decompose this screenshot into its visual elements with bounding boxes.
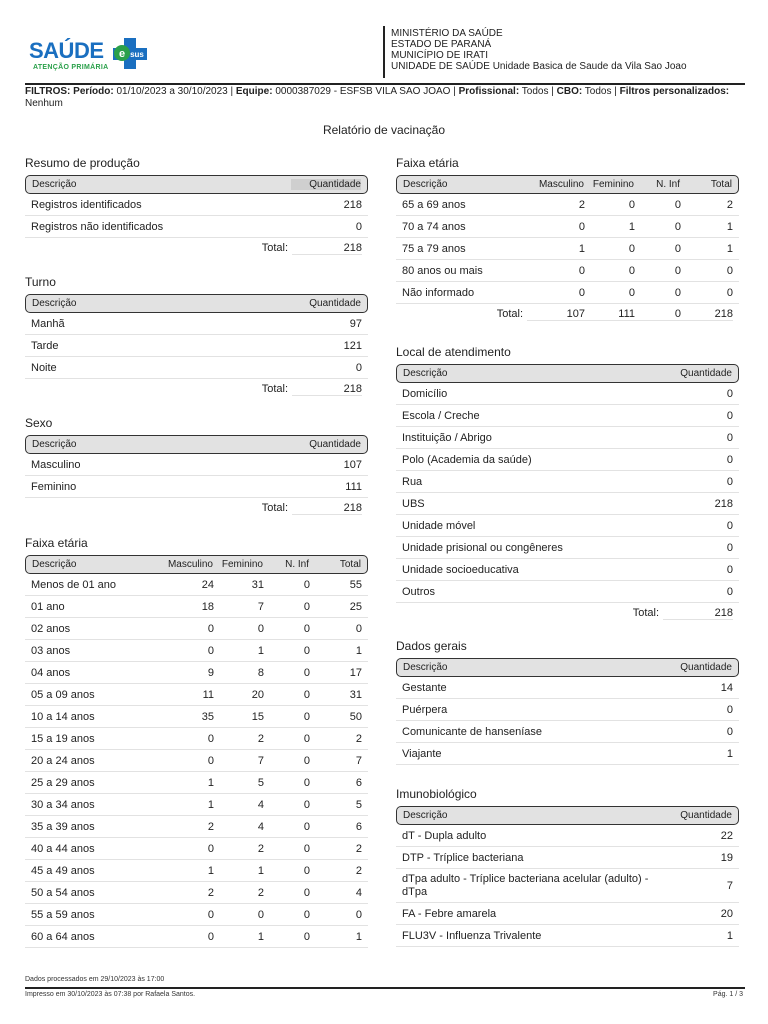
cell-desc: Feminino	[31, 480, 77, 493]
cell-f: 2	[257, 732, 264, 745]
cell-desc: 45 a 49 anos	[31, 864, 95, 877]
cell-desc: 25 a 29 anos	[31, 776, 95, 789]
cell-t: 25	[349, 600, 362, 613]
cell-t: 2	[355, 732, 362, 745]
table-header: Descrição Quantidade	[25, 294, 368, 313]
cell-desc: 35 a 39 anos	[31, 820, 95, 833]
table-row	[396, 559, 739, 581]
cell-desc: Masculino	[31, 458, 81, 471]
table-row	[396, 743, 739, 765]
cell-qty: 0	[355, 220, 362, 233]
table-row	[396, 194, 739, 216]
cell-desc: Menos de 01 ano	[31, 578, 117, 591]
table-header: Descrição Quantidade	[396, 658, 739, 677]
table-row	[25, 596, 368, 618]
cell-f: 1	[257, 644, 264, 657]
cell-t: 6	[355, 776, 362, 789]
cell-t: 0	[355, 908, 362, 921]
cell-desc: 50 a 54 anos	[31, 886, 95, 899]
cell-n: 0	[674, 198, 681, 211]
cell-qty: 1	[726, 747, 733, 760]
cell-desc: Unidade móvel	[402, 519, 476, 532]
cell-desc: Gestante	[402, 681, 447, 694]
table-header: Descrição Masculino Feminino N. Inf Total	[25, 555, 368, 574]
processed-note: Dados processados em 29/10/2023 às 17:00	[25, 976, 165, 983]
filters-line: FILTROS: Período: 01/10/2023 a 30/10/2023 | Equipe: 0000387029 - ESFSB VILA SAO JOAO | Profissional: Todos | CBO: Todos | Filtros personalizados: Nenhum	[25, 83, 745, 110]
table-body	[25, 194, 368, 238]
cell-t: 6	[355, 820, 362, 833]
cell-m: 9	[207, 666, 214, 679]
cell-t: 50	[349, 710, 362, 723]
cell-desc: Unidade prisional ou congêneres	[402, 541, 563, 554]
table-row	[25, 574, 368, 596]
cell-desc: 80 anos ou mais	[402, 264, 483, 277]
cell-m: 0	[578, 264, 585, 277]
cell-desc: Outros	[402, 585, 436, 598]
cell-qty: 0	[726, 431, 733, 444]
cell-f: 5	[257, 776, 264, 789]
municipality-line: MUNICÍPIO DE IRATI	[391, 50, 489, 61]
cell-n: 0	[303, 622, 310, 635]
section-faixa-etaria-cont	[396, 156, 739, 324]
table-row	[25, 618, 368, 640]
table-row	[396, 721, 739, 743]
report-header	[25, 26, 745, 78]
cell-desc: 15 a 19 anos	[31, 732, 95, 745]
esus-logo	[29, 30, 159, 74]
table-row	[396, 471, 739, 493]
table-row	[396, 493, 739, 515]
cell-m: 1	[578, 242, 585, 255]
table-row	[396, 537, 739, 559]
cell-t: 55	[349, 578, 362, 591]
cell-t: 0	[726, 286, 733, 299]
cell-desc: FA - Febre amarela	[402, 907, 497, 920]
table-header: Descrição Quantidade	[396, 806, 739, 825]
table-row	[25, 794, 368, 816]
table-body	[396, 825, 739, 947]
cell-n: 0	[303, 820, 310, 833]
table-row	[25, 216, 368, 238]
cell-m: 24	[201, 578, 214, 591]
table-row	[396, 282, 739, 304]
table-body	[396, 383, 739, 603]
cell-f: 4	[257, 820, 264, 833]
cell-desc: Tarde	[31, 339, 59, 352]
cell-qty: 107	[343, 458, 362, 471]
unit-line: UNIDADE DE SAÚDE Unidade Basica de Saude da Vila Sao Joao	[391, 61, 687, 72]
section-title: Imunobiológico	[396, 787, 477, 801]
cell-qty: 0	[726, 453, 733, 466]
table-row	[25, 706, 368, 728]
cell-m: 1	[207, 776, 214, 789]
cell-qty: 1	[726, 929, 733, 942]
cell-f: 2	[257, 886, 264, 899]
cell-m: 0	[578, 286, 585, 299]
cell-n: 0	[303, 930, 310, 943]
cell-m: 0	[207, 732, 214, 745]
cell-m: 0	[207, 930, 214, 943]
table-row	[25, 750, 368, 772]
cell-qty: 14	[720, 681, 733, 694]
cell-qty: 0	[726, 541, 733, 554]
cell-desc: dT - Dupla adulto	[402, 829, 487, 842]
cell-n: 0	[303, 754, 310, 767]
table-body	[396, 677, 739, 765]
table-row	[396, 825, 739, 847]
cell-qty: 218	[343, 198, 362, 211]
cell-n: 0	[303, 600, 310, 613]
cell-n: 0	[303, 864, 310, 877]
cell-t: 1	[355, 644, 362, 657]
cell-n: 0	[303, 688, 310, 701]
total-row: Total: 218	[261, 501, 362, 514]
cell-m: 0	[578, 220, 585, 233]
cell-n: 0	[303, 908, 310, 921]
table-row	[25, 728, 368, 750]
cell-m: 35	[201, 710, 214, 723]
section-faixa-etaria	[25, 536, 368, 948]
cell-m: 0	[207, 622, 214, 635]
section-sexo	[25, 416, 368, 518]
cell-t: 1	[726, 242, 733, 255]
cell-n: 0	[674, 264, 681, 277]
table-row	[396, 903, 739, 925]
cell-t: 2	[726, 198, 733, 211]
cell-desc: Não informado	[402, 286, 475, 299]
table-header: Descrição Masculino Feminino N. Inf Total	[396, 175, 739, 194]
svg-text:sus: sus	[130, 50, 144, 59]
cell-qty: 0	[726, 387, 733, 400]
table-row	[396, 925, 739, 947]
cell-n: 0	[303, 886, 310, 899]
cell-m: 1	[207, 798, 214, 811]
printed-note: Impresso em 30/10/2023 às 07:38 por Rafaela Santos.	[25, 991, 196, 998]
section-title: Turno	[25, 275, 56, 289]
cell-qty: 111	[345, 480, 362, 493]
cell-f: 4	[257, 798, 264, 811]
cell-m: 1	[207, 864, 214, 877]
section-turno	[25, 275, 368, 399]
cell-desc: Polo (Academia da saúde)	[402, 453, 532, 466]
section-resumo	[25, 156, 368, 258]
cell-desc: 55 a 59 anos	[31, 908, 95, 921]
cell-desc: Noite	[31, 361, 57, 374]
cell-f: 0	[628, 264, 635, 277]
cell-t: 17	[349, 666, 362, 679]
cell-qty: 0	[726, 703, 733, 716]
table-row	[396, 216, 739, 238]
table-row	[396, 427, 739, 449]
svg-text:e: e	[118, 48, 126, 60]
cell-m: 11	[202, 688, 214, 701]
cell-m: 2	[207, 820, 214, 833]
cell-f: 1	[628, 220, 635, 233]
table-row	[396, 238, 739, 260]
cell-t: 7	[355, 754, 362, 767]
section-local-atendimento	[396, 345, 739, 623]
cell-desc: Rua	[402, 475, 423, 488]
table-row	[25, 357, 368, 379]
logo-subtitle: ATENÇÃO PRIMÁRIA	[33, 64, 109, 71]
cell-qty: 121	[343, 339, 362, 352]
cell-t: 31	[349, 688, 362, 701]
cell-qty: 7	[726, 879, 733, 892]
table-row	[396, 449, 739, 471]
cell-desc: 75 a 79 anos	[402, 242, 466, 255]
cell-desc: Registros identificados	[31, 198, 142, 211]
cell-desc: 20 a 24 anos	[31, 754, 95, 767]
cell-qty: 0	[726, 725, 733, 738]
cell-n: 0	[303, 776, 310, 789]
section-title: Faixa etária	[25, 536, 88, 550]
table-row	[396, 383, 739, 405]
table-row	[25, 194, 368, 216]
table-row	[25, 882, 368, 904]
cell-desc: Viajante	[402, 747, 442, 760]
cell-t: 0	[726, 264, 733, 277]
cell-qty: 0	[726, 409, 733, 422]
cell-f: 8	[257, 666, 264, 679]
cell-f: 0	[257, 622, 264, 635]
section-title: Faixa etária	[396, 156, 459, 170]
cell-m: 0	[207, 644, 214, 657]
logo-text: SAÚDE	[29, 38, 104, 63]
total-row: Total: 218	[261, 241, 362, 254]
table-body	[25, 454, 368, 498]
cell-m: 18	[201, 600, 214, 613]
cell-f: 20	[251, 688, 264, 701]
cell-m: 2	[207, 886, 214, 899]
state-line: ESTADO DE PARANÁ	[391, 39, 492, 50]
cell-f: 1	[257, 864, 264, 877]
section-title: Local de atendimento	[396, 345, 511, 359]
cell-desc: Unidade socioeducativa	[402, 563, 519, 576]
cell-n: 0	[674, 286, 681, 299]
cell-desc: Registros não identificados	[31, 220, 164, 233]
cell-f: 7	[257, 600, 264, 613]
table-row	[396, 260, 739, 282]
table-row	[396, 869, 739, 903]
cell-desc: 02 anos	[31, 622, 71, 635]
cell-n: 0	[303, 666, 310, 679]
cell-n: 0	[303, 842, 310, 855]
cell-f: 0	[628, 286, 635, 299]
table-row	[396, 581, 739, 603]
cell-desc: Domicílio	[402, 387, 448, 400]
cell-qty: 20	[720, 907, 733, 920]
cell-qty: 0	[726, 563, 733, 576]
table-header: Descrição Quantidade	[396, 364, 739, 383]
cell-desc: 05 a 09 anos	[31, 688, 95, 701]
table-header: Descrição Quantidade	[25, 435, 368, 454]
table-row	[396, 699, 739, 721]
section-title: Sexo	[25, 416, 53, 430]
table-row	[25, 684, 368, 706]
cell-qty: 19	[720, 851, 733, 864]
cell-desc: dTpa adulto - Tríplice bacteriana acelular (adulto) - dTpa	[402, 872, 649, 898]
cell-f: 7	[257, 754, 264, 767]
cell-f: 0	[257, 908, 264, 921]
table-body	[396, 194, 739, 304]
total-row: Total: 218	[261, 382, 362, 395]
table-row	[25, 904, 368, 926]
cell-f: 2	[257, 842, 264, 855]
cell-m: 2	[578, 198, 585, 211]
cell-n: 0	[303, 644, 310, 657]
table-row	[25, 860, 368, 882]
cell-f: 1	[257, 930, 264, 943]
cell-t: 1	[355, 930, 362, 943]
cell-desc: FLU3V - Influenza Trivalente	[402, 929, 542, 942]
cell-t: 2	[355, 842, 362, 855]
cell-desc: 04 anos	[31, 666, 71, 679]
cell-desc: Instituição / Abrigo	[402, 431, 492, 444]
table-row	[25, 662, 368, 684]
total-row: Total: 218	[632, 606, 733, 619]
cell-t: 1	[726, 220, 733, 233]
cell-desc: 30 a 34 anos	[31, 798, 95, 811]
cell-t: 4	[355, 886, 362, 899]
cell-qty: 0	[726, 585, 733, 598]
cell-n: 0	[303, 710, 310, 723]
cell-desc: 65 a 69 anos	[402, 198, 466, 211]
cell-desc: 01 ano	[31, 600, 65, 613]
cell-desc: 03 anos	[31, 644, 71, 657]
header-divider	[383, 26, 385, 78]
cell-n: 0	[303, 578, 310, 591]
cell-n: 0	[303, 798, 310, 811]
ministry-line: MINISTÉRIO DA SAÚDE	[391, 28, 503, 39]
table-row	[25, 926, 368, 948]
report-title: Relatório de vacinação	[322, 123, 446, 137]
cell-f: 0	[628, 198, 635, 211]
table-row	[25, 335, 368, 357]
table-row	[25, 313, 368, 335]
cell-desc: Puérpera	[402, 703, 448, 716]
cell-t: 5	[355, 798, 362, 811]
sus-cross-icon	[111, 36, 149, 70]
table-row	[25, 772, 368, 794]
cell-desc: 60 a 64 anos	[31, 930, 95, 943]
cell-n: 0	[674, 220, 681, 233]
cell-f: 15	[251, 710, 264, 723]
table-body	[25, 574, 368, 948]
table-row	[396, 405, 739, 427]
section-title: Resumo de produção	[25, 156, 140, 170]
cell-f: 31	[251, 578, 264, 591]
cell-n: 0	[674, 242, 681, 255]
cell-m: 0	[207, 908, 214, 921]
cell-n: 0	[303, 732, 310, 745]
cell-desc: DTP - Tríplice bacteriana	[402, 851, 524, 864]
cell-qty: 97	[349, 317, 362, 330]
cell-qty: 218	[714, 497, 733, 510]
cell-qty: 0	[726, 475, 733, 488]
cell-desc: Manhã	[31, 317, 65, 330]
cell-t: 2	[355, 864, 362, 877]
section-title: Dados gerais	[396, 639, 467, 653]
table-row	[396, 847, 739, 869]
table-body	[25, 313, 368, 379]
table-row	[396, 677, 739, 699]
table-row	[25, 640, 368, 662]
cell-m: 0	[207, 842, 214, 855]
cell-qty: 0	[355, 361, 362, 374]
total-row: Total: 107 111 0 218	[496, 307, 733, 320]
institution-block	[391, 28, 687, 72]
cell-desc: Escola / Creche	[402, 409, 480, 422]
page-number: Pág. 1 / 3	[713, 991, 743, 998]
cell-m: 0	[207, 754, 214, 767]
cell-desc: UBS	[402, 497, 425, 510]
table-row	[25, 476, 368, 498]
table-row	[396, 515, 739, 537]
cell-desc: Comunicante de hanseníase	[402, 725, 543, 738]
footer-divider	[25, 987, 745, 989]
cell-desc: 10 a 14 anos	[31, 710, 95, 723]
table-row	[25, 838, 368, 860]
cell-desc: 40 a 44 anos	[31, 842, 95, 855]
cell-t: 0	[355, 622, 362, 635]
table-header: Descrição Quantidade	[25, 175, 368, 194]
section-imunobiologico	[396, 787, 739, 947]
cell-desc: 70 a 74 anos	[402, 220, 466, 233]
cell-qty: 22	[720, 829, 733, 842]
cell-qty: 0	[726, 519, 733, 532]
table-row	[25, 816, 368, 838]
section-dados-gerais	[396, 639, 739, 765]
cell-f: 0	[628, 242, 635, 255]
table-row	[25, 454, 368, 476]
